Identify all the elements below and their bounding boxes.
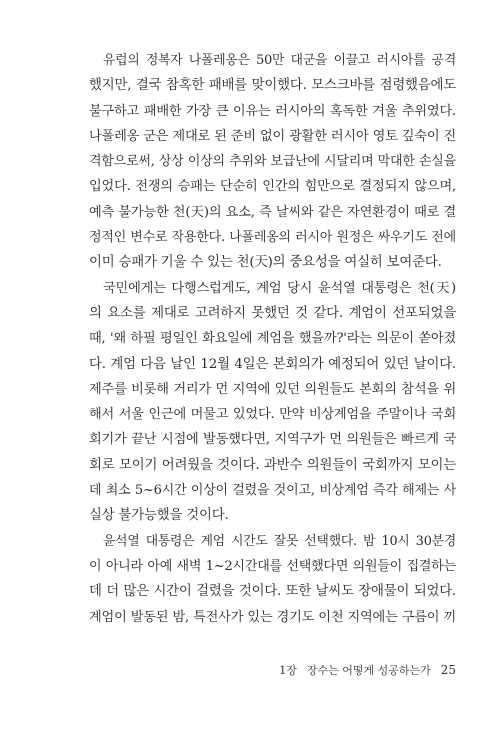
text-line: 예측 불가능한 천(天)의 요소, 즉 날씨와 같은 자연환경이 때로 결	[89, 204, 456, 220]
text-line: 이미 승패가 기울 수 있는 천(天)의 중요성을 여실히 보여준다.	[89, 255, 442, 271]
page-number: 25	[440, 663, 456, 677]
text-line: 회기가 끝난 시점에 발동했다면, 지역구가 먼 의원들은 빠르게 국	[89, 432, 456, 448]
chapter-title: 장수는 어떻게 성공하는가	[306, 664, 431, 677]
text-line: 격함으로써, 상상 이상의 추위와 보급난에 시달리며 막대한 손실을	[89, 154, 457, 170]
text-line: 해서 서울 인근에 머물고 있었다. 만약 비상계엄을 주말이나 국회	[89, 407, 456, 423]
body-text	[89, 48, 456, 630]
text-line: 실상 불가능했을 것이다.	[89, 508, 229, 524]
paragraph-2	[89, 276, 456, 529]
text-line: 이 아니라 아예 새벽 1~2시간대를 선택했다면 의원들이 집결하는	[89, 558, 456, 574]
text-line: 유럽의 정복자 나폴레옹은 50만 대군을 이끌고 러시아를 공격	[103, 53, 456, 68]
text-line: 회로 모이기 어려웠을 것이다. 과반수 의원들이 국회까지 모이는	[89, 457, 456, 473]
text-line: 때, '왜 하필 평일인 화요일에 계엄을 했을까?'라는 의문이 쏟아졌	[89, 331, 456, 347]
text-line: 의 요소를 제대로 고려하지 못했던 것 같다. 계엄이 선포되었을	[89, 305, 456, 321]
text-line: 나폴레옹 군은 제대로 된 준비 없이 광활한 러시아 영토 깊숙이 진	[89, 128, 456, 144]
text-line: 국민에게는 다행스럽게도, 계엄 당시 윤석열 대통령은 천(天)	[103, 280, 456, 296]
chapter-number: 1장	[279, 664, 297, 677]
text-line: 제주를 비롯해 거리가 먼 지역에 있던 의원들도 본회의 참석을 위	[89, 381, 456, 397]
paragraph-3	[89, 529, 456, 630]
text-line: 다. 계엄 다음 날인 12월 4일은 본회의가 예정되어 있던 날이다.	[89, 356, 456, 372]
text-line: 데 더 많은 시간이 걸렸을 것이다. 또한 날씨도 장애물이 되었다.	[89, 584, 456, 600]
text-line: 윤석열 대통령은 계엄 시간도 잘못 선택했다. 밤 10시 30분경	[103, 533, 456, 549]
page-footer	[0, 662, 456, 678]
text-line: 했지만, 결국 참혹한 패배를 맞이했다. 모스크바를 점령했음에도	[89, 78, 456, 94]
text-line: 입었다. 전쟁의 승패는 단순히 인간의 힘만으로 결정되지 않으며,	[89, 179, 456, 195]
text-line: 불구하고 패배한 가장 큰 이유는 러시아의 혹독한 겨울 추위였다.	[89, 103, 456, 119]
text-line: 정적인 변수로 작용한다. 나폴레옹의 러시아 원정은 싸우기도 전에	[89, 230, 456, 246]
text-line: 계엄이 발동된 밤, 특전사가 있는 경기도 이천 지역에는 구름이 끼	[89, 609, 456, 625]
paragraph-1	[89, 48, 456, 276]
text-line: 데 최소 5~6시간 이상이 걸렸을 것이고, 비상계엄 즉각 해제는 사	[89, 483, 456, 499]
